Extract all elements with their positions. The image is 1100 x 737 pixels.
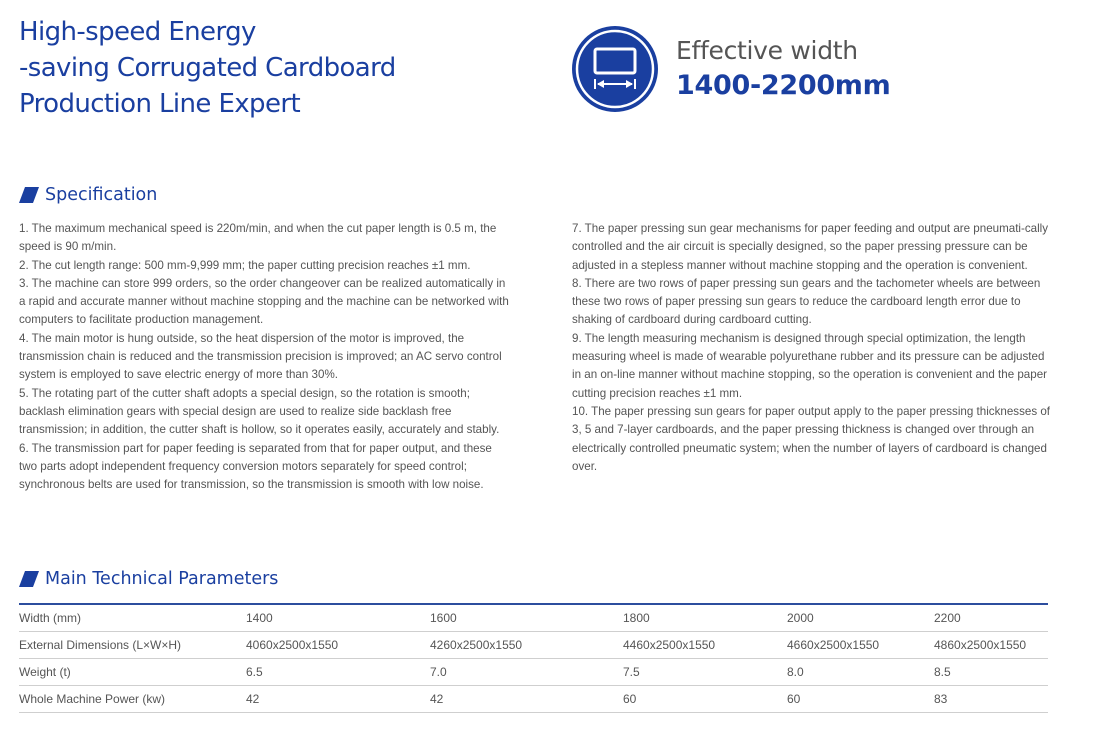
spec-item: 4. The main motor is hung outside, so the heat dispersion of the motor is improved, the transmission chain is reduced and the transmission precision is improved; an AC servo control system is employed to save electric energy of more than 30%. (19, 331, 502, 382)
specification-heading (19, 185, 157, 205)
section-title: Main Technical Parameters (45, 569, 279, 589)
spec-item: 8. There are two rows of paper pressing sun gears and the tachometer wheels are between these two rows of paper pressing sun gears to reduce the cardboard length error due to shaking of cardboard during cardboard cutting. (572, 276, 1041, 327)
title-line: -saving Corrugated Cardboard (19, 53, 396, 83)
badge-value: 1400-2200mm (676, 70, 891, 101)
table-cell: 60 (787, 686, 934, 713)
table-cell: 8.5 (934, 659, 1048, 686)
table-row (19, 659, 1048, 686)
row-label: External Dimensions (L×W×H) (19, 632, 246, 659)
title-line: High-speed Energy (19, 17, 256, 47)
table-cell: 8.0 (787, 659, 934, 686)
spec-item: 2. The cut length range: 500 mm-9,999 mm; the paper cutting precision reaches ±1 mm. (19, 258, 471, 272)
table-cell: 4460x2500x1550 (623, 632, 787, 659)
table-row (19, 686, 1048, 713)
table-cell: 6.5 (246, 659, 430, 686)
spec-column-left (19, 220, 511, 494)
table-cell: 1400 (246, 604, 430, 632)
table-row (19, 604, 1048, 632)
badge-label: Effective width (676, 36, 858, 65)
table-cell: 4060x2500x1550 (246, 632, 430, 659)
table-cell: 1800 (623, 604, 787, 632)
table-cell: 1600 (430, 604, 623, 632)
table-cell: 7.5 (623, 659, 787, 686)
spec-column-right (572, 220, 1050, 476)
spec-item: 3. The machine can store 999 orders, so the order changeover can be realized automatically in a rapid and accurate manner without machine stopping and the machine can be networked with computers to facilitate production management. (19, 276, 509, 327)
parameters-heading (19, 569, 278, 589)
spec-item: 6. The transmission part for paper feeding is separated from that for paper output, and these two parts adopt independent frequency conversion motors separately for speed control; synchronous belts are used for transmission, so the transmission is smooth with low noise. (19, 441, 492, 492)
section-marker-icon (19, 187, 39, 203)
table-cell: 60 (623, 686, 787, 713)
parameters-table (19, 603, 1048, 713)
width-arrow-icon (571, 25, 659, 113)
table-cell: 2200 (934, 604, 1048, 632)
table-cell: 2000 (787, 604, 934, 632)
table-cell: 7.0 (430, 659, 623, 686)
row-label: Weight (t) (19, 659, 246, 686)
page-title (19, 14, 396, 122)
table-cell: 4860x2500x1550 (934, 632, 1048, 659)
title-line: Production Line Expert (19, 89, 301, 119)
spec-item: 9. The length measuring mechanism is designed through special optimization, the length measuring wheel is made of wearable polyurethane rubber and its pressure can be adjusted in an on-line manner without machine stopping, so the operation is convenient and the paper cutting precision reaches ±1 mm. (572, 331, 1048, 400)
table-cell: 42 (246, 686, 430, 713)
table-cell: 83 (934, 686, 1048, 713)
table-cell: 42 (430, 686, 623, 713)
section-title: Specification (45, 185, 158, 205)
table-cell: 4660x2500x1550 (787, 632, 934, 659)
section-marker-icon (19, 571, 39, 587)
table-row (19, 632, 1048, 659)
spec-item: 5. The rotating part of the cutter shaft adopts a special design, so the rotation is smooth; backlash elimination gears with special design are used to realize side backlash free transmission; in addition, the cutter shaft is hollow, so it operates easily, accurately and stably. (19, 386, 500, 437)
spec-item: 1. The maximum mechanical speed is 220m/min, and when the cut paper length is 0.5 m, the speed is 90 m/min. (19, 222, 497, 254)
table-cell: 4260x2500x1550 (430, 632, 623, 659)
row-label: Width (mm) (19, 604, 246, 632)
spec-item: 10. The paper pressing sun gears for paper output apply to the paper pressing thicknesses of 3, 5 and 7-layer cardboards, and the paper pressing thickness is changed over through an electrically controlled pneumatic system; when the number of layers of cardboard is changed over. (572, 404, 1051, 473)
row-label: Whole Machine Power (kw) (19, 686, 246, 713)
spec-item: 7. The paper pressing sun gear mechanisms for paper feeding and output are pneumati-cally controlled and the air circuit is specially designed, so the paper pressing pressure can be adjusted in a stepless manner without machine stopping and the operation is convenient. (572, 222, 1049, 272)
